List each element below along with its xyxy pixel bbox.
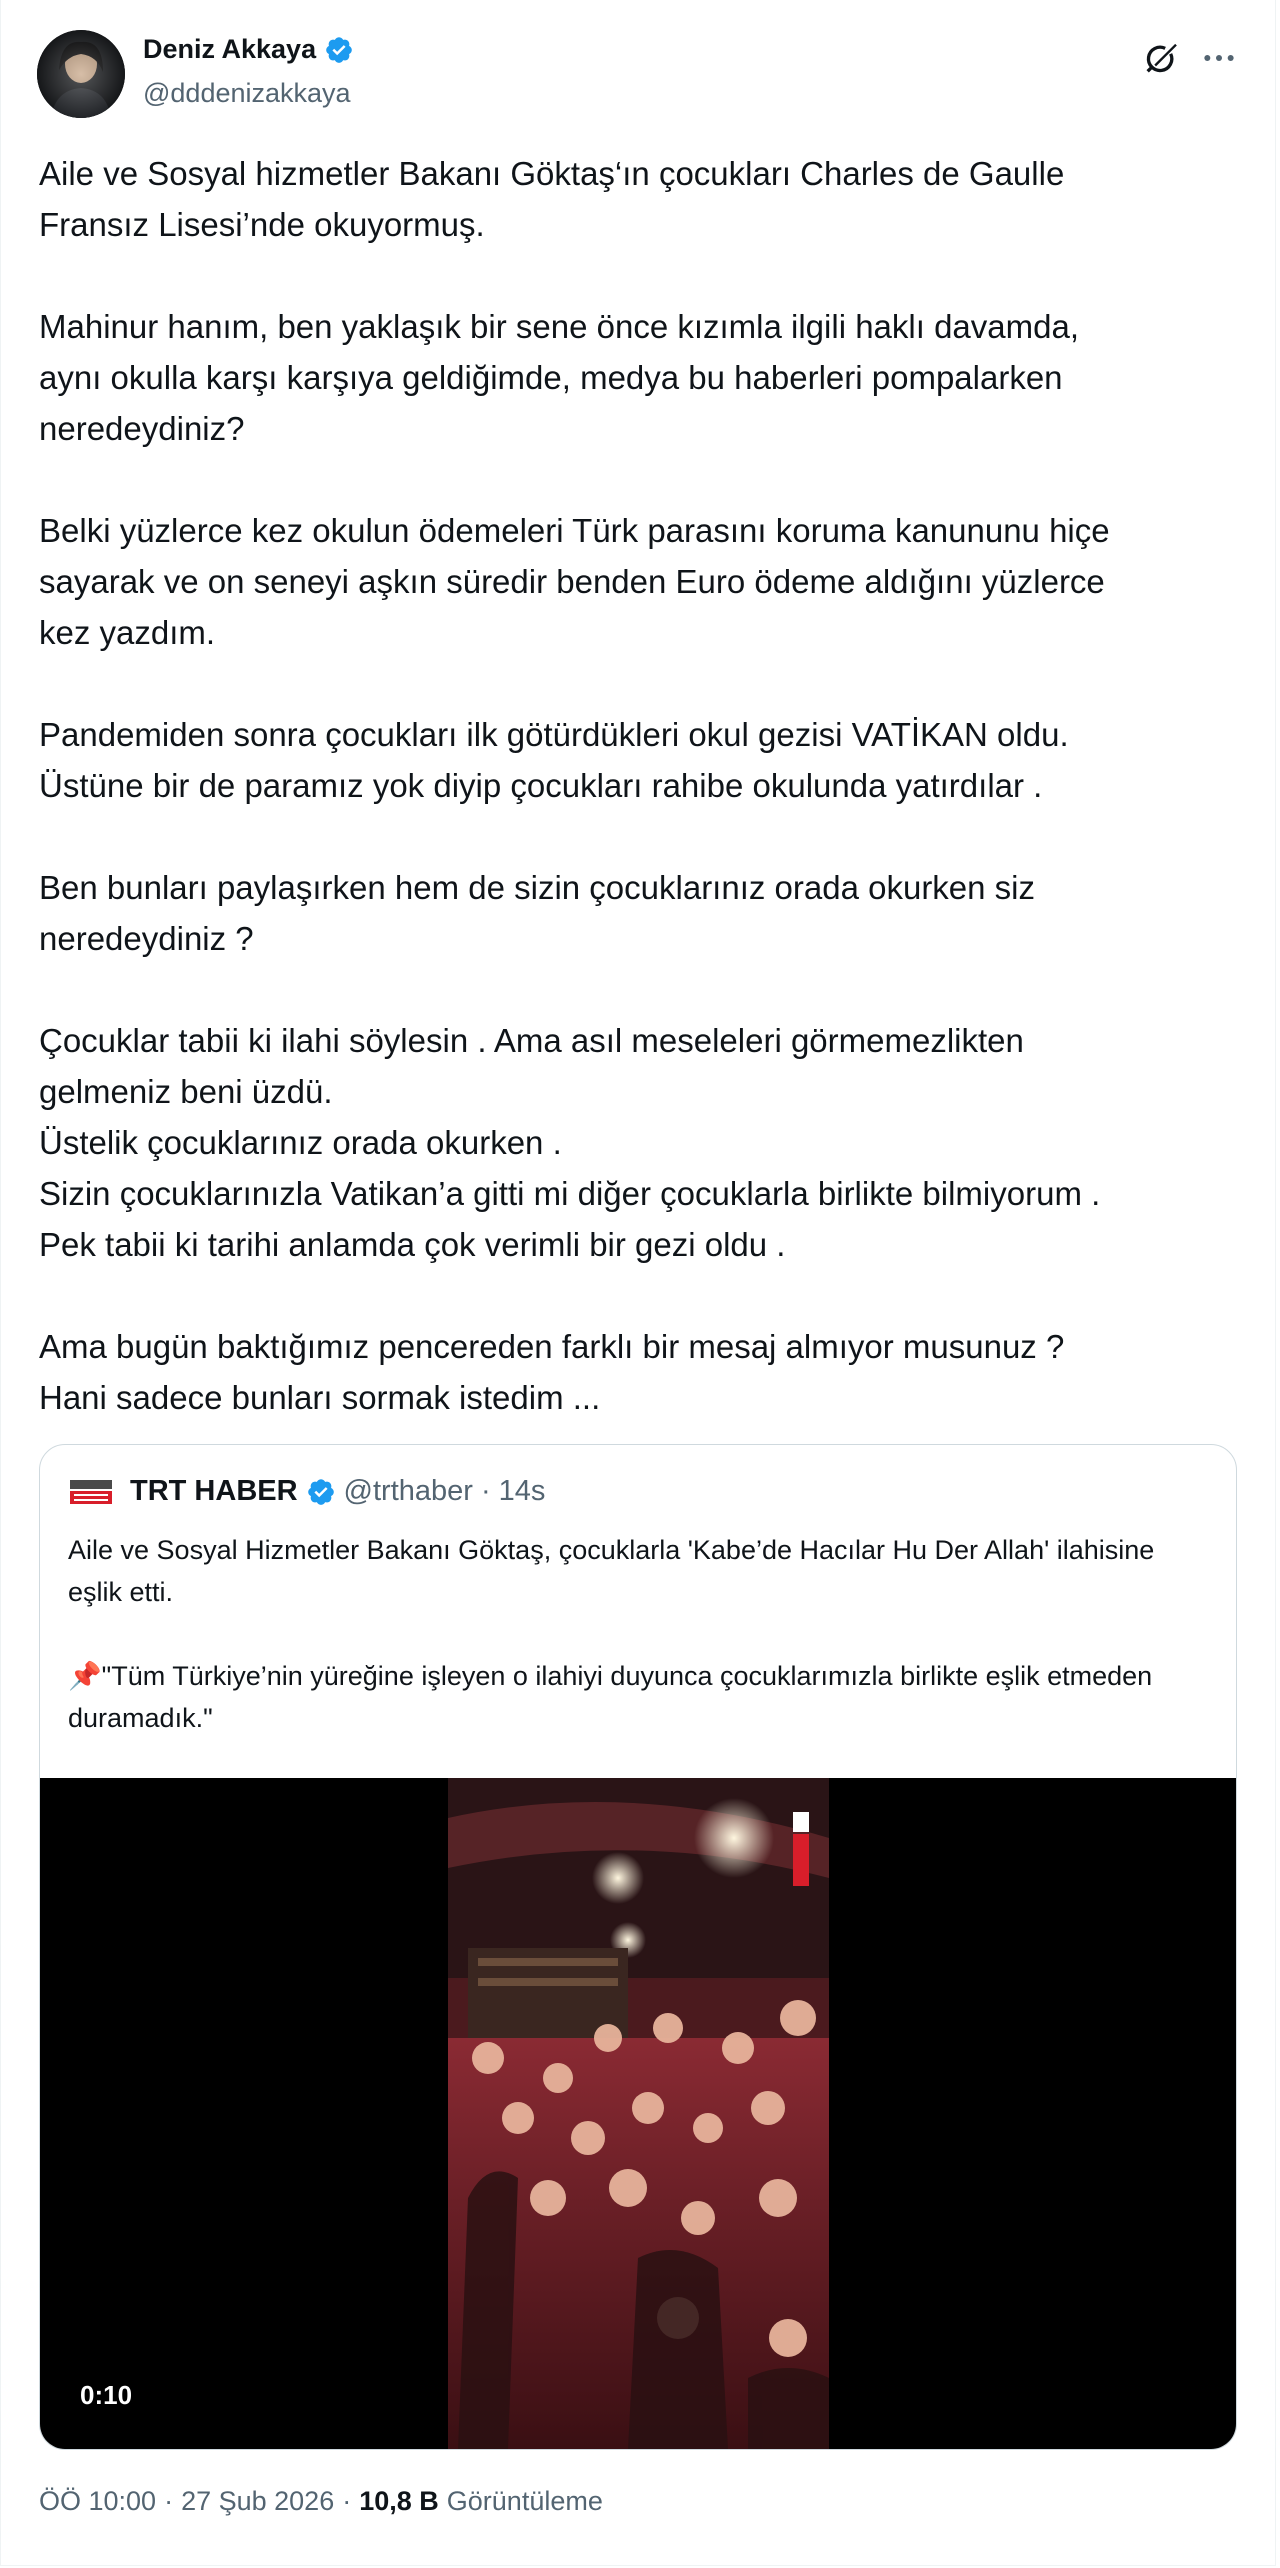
tweet-paragraph: Aile ve Sosyal hizmetler Bakanı Göktaş‘ın çocukları Charles de Gaulle Fransız Lisesi’nde okuyormuş. <box>39 155 1065 243</box>
quoted-paragraph: Aile ve Sosyal Hizmetler Bakanı Göktaş, çocuklarla 'Kabe’de Hacılar Hu Der Allah' ilahisine eşlik etti. <box>68 1535 1155 1607</box>
tweet-paragraph: Belki yüzlerce kez okulun ödemeleri Türk parasını koruma kanununu hiçe sayarak ve on seneyi aşkın süredir benden Euro ödeme aldığını yüzlerce kez yazdım. <box>39 512 1110 651</box>
quoted-author-handle[interactable]: @trthaber <box>343 1475 473 1507</box>
views-label: Görüntüleme <box>446 2486 603 2516</box>
author-handle[interactable]: @dddenizakkaya <box>143 78 351 108</box>
trt-haber-logo-icon <box>68 1476 114 1508</box>
video-player[interactable] <box>40 1778 1236 2449</box>
separator-dot: · <box>342 2486 352 2516</box>
grok-icon[interactable] <box>1141 38 1181 78</box>
video-duration: 0:10 <box>80 2380 133 2410</box>
tweet-paragraph: Çocuklar tabii ki ilahi söylesin . Ama asıl meseleleri görmemezlikten gelmeniz beni üzdü. Üstelik çocuklarınız orada okurken . Sizin çocuklarınızla Vatikan’a gitti mi diğer çocuklarla birlikte bilmiyorum . Pek tabii ki tarihi anlamda çok verimli bir gezi oldu . <box>39 1022 1101 1263</box>
verified-badge-icon[interactable] <box>324 35 354 65</box>
tweet-meta <box>39 2486 603 2517</box>
tweet-date[interactable]: 27 Şub 2026 <box>181 2486 335 2516</box>
avatar-image <box>37 30 125 118</box>
views-count: 10,8 B <box>359 2486 439 2516</box>
quoted-author-name[interactable]: TRT HABER <box>130 1475 298 1507</box>
more-options-icon[interactable] <box>1199 38 1239 78</box>
author-name[interactable]: Deniz Akkaya <box>143 34 317 64</box>
quoted-paragraph <box>68 1655 1198 1739</box>
quoted-tweet-time[interactable]: 14s <box>498 1475 546 1507</box>
quoted-tweet-header <box>68 1475 545 1508</box>
quoted-tweet-text <box>68 1529 1198 1739</box>
tweet-paragraph: Mahinur hanım, ben yaklaşık bir sene önce kızımla ilgili haklı davamda, aynı okulla karşı karşıya geldiğimde, medya bu haberleri pompalarken neredeydiniz? <box>39 308 1079 447</box>
tweet-paragraph: Ben bunları paylaşırken hem de sizin çocuklarınız orada okurken siz neredeydiniz ? <box>39 869 1036 957</box>
quoted-paragraph-text: "Tüm Türkiye’nin yüreğine işleyen o ilahiyi duyunca çocuklarımızla birlikte eşlik etmeden duramadık." <box>68 1661 1153 1733</box>
quoted-tweet[interactable] <box>39 1444 1237 2450</box>
separator-dot: · <box>480 1475 491 1507</box>
author-avatar[interactable] <box>37 30 125 118</box>
video-frame <box>448 1778 829 2449</box>
pushpin-icon: 📌 <box>68 1661 102 1691</box>
tweet-paragraph: Pandemiden sonra çocukları ilk götürdükleri okul gezisi VATİKAN oldu. Üstüne bir de paramız yok diyip çocukları rahibe okulunda yatırdılar . <box>39 716 1069 804</box>
tweet-paragraph: Ama bugün baktığımız pencereden farklı bir mesaj almıyor musunuz ? Hani sadece bunları sormak istedim ... <box>39 1328 1065 1416</box>
tweet-text <box>39 148 1239 1423</box>
separator-dot: · <box>164 2486 174 2516</box>
tweet-timestamp[interactable]: ÖÖ 10:00 <box>39 2486 157 2516</box>
video-thumbnail-image <box>448 1778 829 2449</box>
verified-badge-icon[interactable] <box>306 1477 336 1507</box>
author-name-row <box>143 34 354 65</box>
